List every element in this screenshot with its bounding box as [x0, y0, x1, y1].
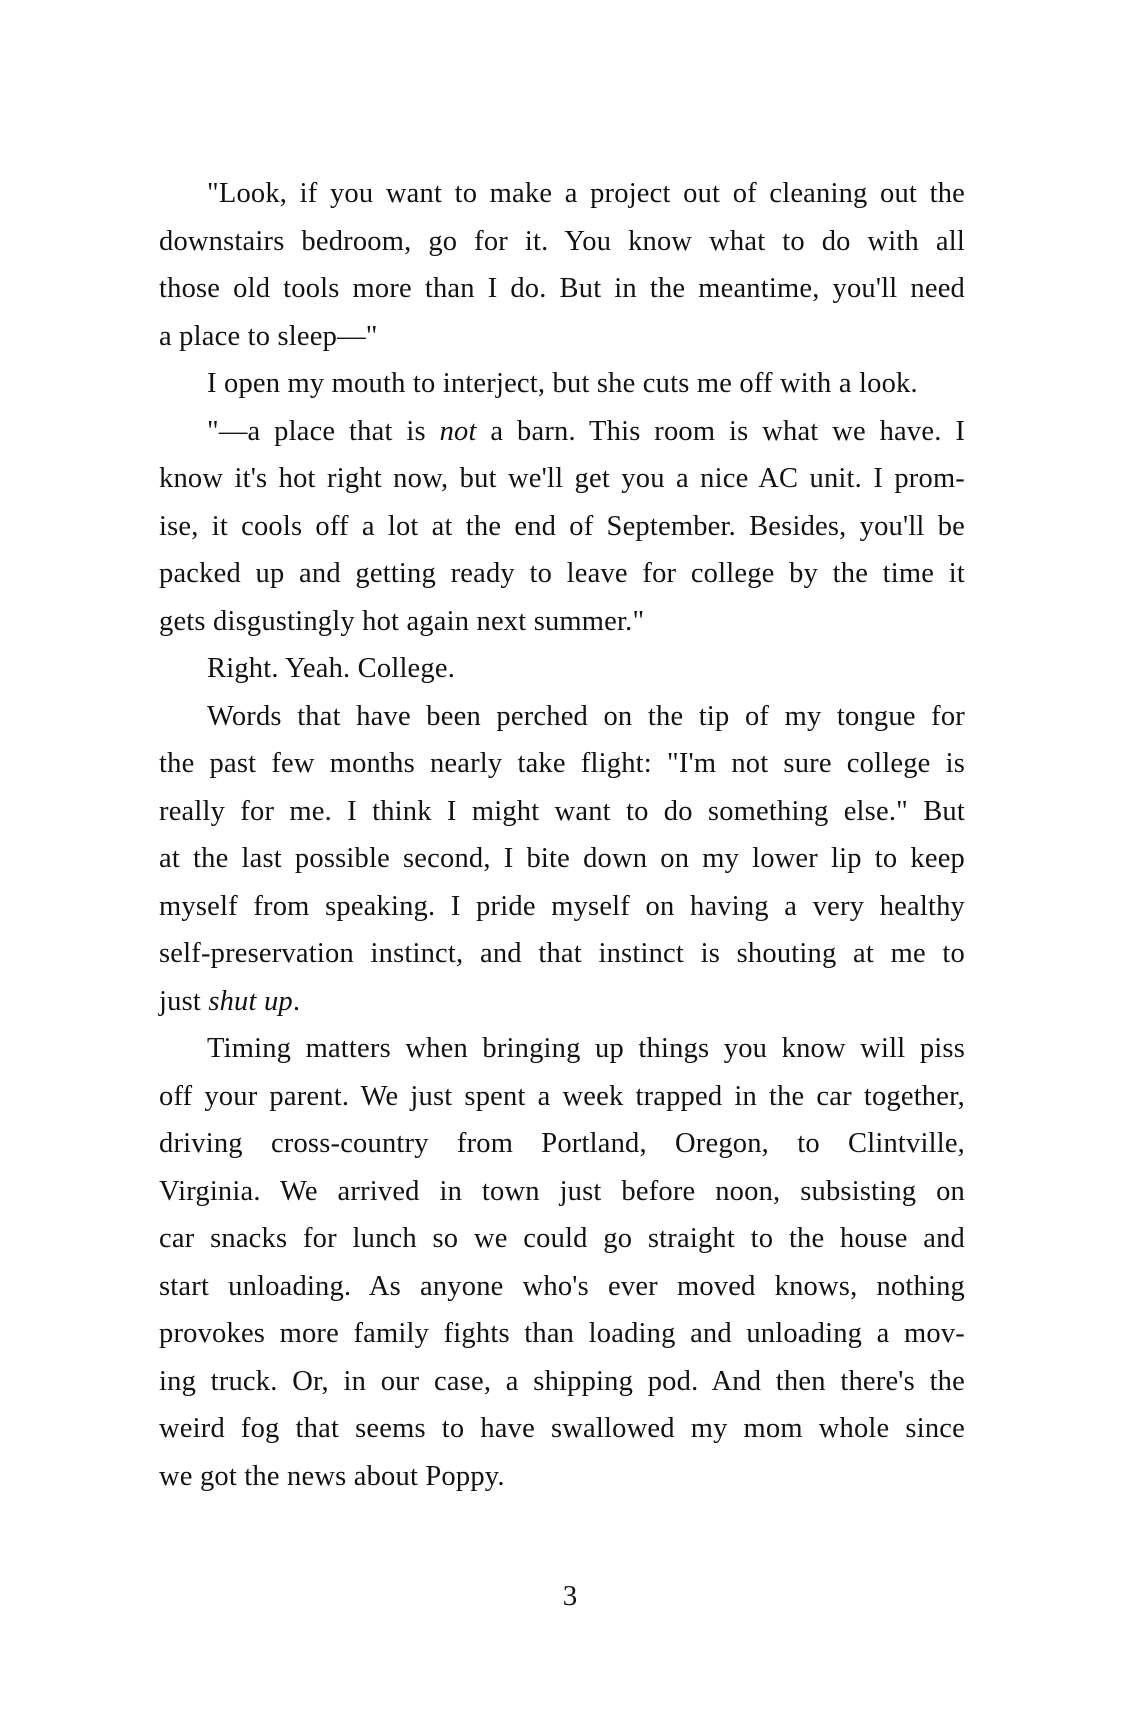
text-line	[159, 930, 965, 978]
text-line	[159, 265, 965, 313]
text-line	[159, 313, 965, 361]
body-text: weird fog that seems to have swallowed my mom whole since	[159, 1413, 965, 1444]
body-text: know it's hot right now, but we'll get you a nice AC unit. I prom-	[159, 463, 965, 494]
text-line	[159, 1168, 965, 1216]
text-line	[159, 598, 965, 646]
body-text: driving cross-country from Portland, Oregon, to Clintville,	[159, 1128, 965, 1159]
text-line	[159, 550, 965, 598]
paragraph	[159, 170, 965, 360]
text-line	[159, 1310, 965, 1358]
body-text: Right. Yeah. College.	[207, 653, 456, 684]
body-text: really for me. I think I might want to do something else." But	[159, 795, 965, 827]
text-line	[159, 693, 965, 741]
body-text: Virginia. We arrived in town just before noon, subsisting on	[159, 1175, 965, 1207]
body-text: start unloading. As anyone who's ever moved knows, nothing	[159, 1270, 965, 1302]
body-text: .	[292, 985, 301, 1017]
body-text: self-preservation instinct, and that instinct is shouting at me to	[159, 938, 965, 969]
text-line	[159, 360, 965, 408]
paragraph	[159, 1025, 965, 1500]
text-line	[159, 1358, 965, 1406]
body-text: Words that have been perched on the tip of my tongue for	[207, 700, 965, 732]
text-line	[159, 1215, 965, 1263]
body-text: "Look, if you want to make a project out of cleaning out the	[207, 178, 965, 209]
paragraph	[159, 645, 965, 693]
body-text: ise, it cools off a lot at the end of September. Besides, you'll be	[159, 510, 965, 542]
text-block	[159, 170, 965, 1500]
body-text: provokes more family fights than loading and unloading a mov-	[159, 1318, 965, 1349]
body-text: I open my mouth to interject, but she cuts me off with a look.	[207, 368, 918, 399]
text-line	[159, 1263, 965, 1311]
italic-text: shut up	[208, 985, 293, 1017]
body-text: "—a place that is	[207, 415, 440, 447]
text-line	[159, 503, 965, 551]
body-text: downstairs bedroom, go for it. You know what to do with all	[159, 225, 965, 257]
text-line	[159, 408, 965, 456]
text-line	[159, 1453, 965, 1501]
text-line	[159, 1120, 965, 1168]
body-text: off your parent. We just spent a week trapped in the car together,	[159, 1080, 965, 1112]
text-line	[159, 170, 965, 218]
text-line	[159, 218, 965, 266]
text-line	[159, 978, 965, 1026]
text-line	[159, 1405, 965, 1453]
body-text: car snacks for lunch so we could go straight to the house and	[159, 1223, 965, 1254]
page-number: 3	[562, 1580, 578, 1612]
body-text: those old tools more than I do. But in the meantime, you'll need	[159, 273, 965, 304]
body-text: the past few months nearly take flight: "I'm not sure college is	[159, 748, 965, 779]
body-text: Timing matters when bringing up things you know will piss	[207, 1033, 965, 1064]
paragraph	[159, 408, 965, 646]
italic-text: not	[439, 415, 477, 447]
text-line	[159, 455, 965, 503]
body-text: myself from speaking. I pride myself on having a very healthy	[159, 890, 965, 922]
body-text: gets disgustingly hot again next summer."	[159, 605, 645, 637]
text-line	[159, 645, 965, 693]
body-text: just	[159, 985, 209, 1017]
body-text: a place to sleep—"	[159, 320, 378, 352]
text-line	[159, 883, 965, 931]
text-line	[159, 740, 965, 788]
body-text: ing truck. Or, in our case, a shipping pod. And then there's the	[159, 1365, 965, 1397]
text-line	[159, 1073, 965, 1121]
body-text: we got the news about Poppy.	[159, 1460, 505, 1492]
text-line	[159, 1025, 965, 1073]
text-line	[159, 788, 965, 836]
text-line	[159, 835, 965, 883]
body-text: at the last possible second, I bite down on my lower lip to keep	[159, 843, 965, 874]
paragraph	[159, 360, 965, 408]
body-text: a barn. This room is what we have. I	[476, 415, 966, 447]
paragraph	[159, 693, 965, 1026]
body-text: packed up and getting ready to leave for college by the time it	[159, 558, 965, 589]
